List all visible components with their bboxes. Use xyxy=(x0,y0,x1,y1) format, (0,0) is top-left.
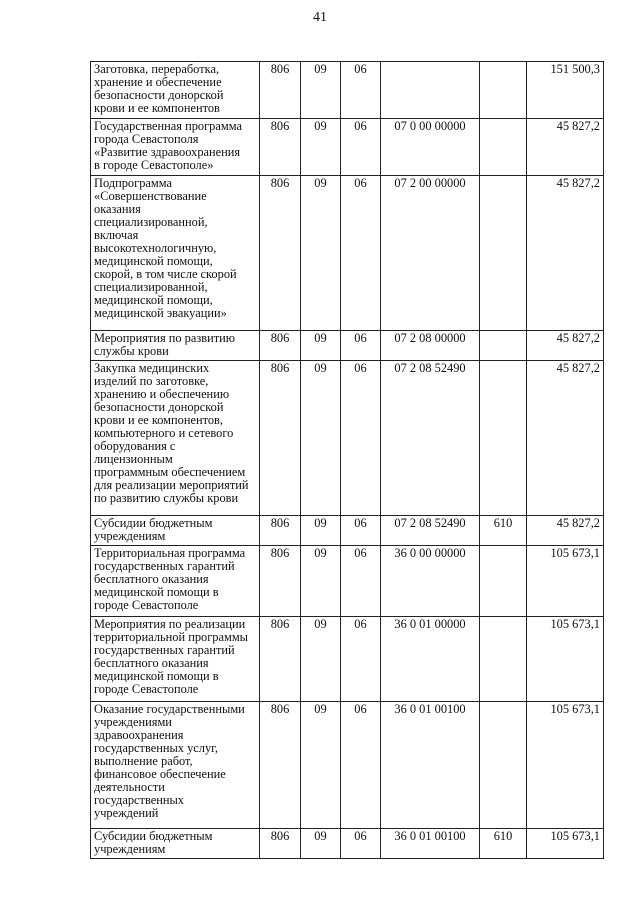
subsection-code-cell: 06 xyxy=(341,546,381,617)
row-name: Заготовка, переработка, хранение и обеспечение безопасности донорской крови и ее компонентов xyxy=(94,62,224,115)
amount-cell: 45 827,2 xyxy=(527,176,604,331)
row-name: Мероприятия по реализации территориальной программы государственных гарантий бесплатного оказания медицинской помощи в городе Севастополе xyxy=(94,617,249,696)
amount-cell: 105 673,1 xyxy=(527,617,604,702)
target-article-cell: 07 2 08 52490 xyxy=(381,361,480,516)
table-row xyxy=(91,361,604,516)
ministry-code-cell: 806 xyxy=(260,702,301,829)
expense-type-cell xyxy=(480,62,527,119)
section-code-cell: 09 xyxy=(301,829,341,859)
subsection-code-cell: 06 xyxy=(341,119,381,176)
row-name-cell xyxy=(91,702,260,829)
amount-cell: 105 673,1 xyxy=(527,702,604,829)
budget-table xyxy=(90,61,604,859)
row-name: Субсидии бюджетным учреждениям xyxy=(94,516,213,543)
ministry-code-cell: 806 xyxy=(260,331,301,361)
row-name-cell xyxy=(91,829,260,859)
subsection-code-cell: 06 xyxy=(341,516,381,546)
target-article-cell: 07 2 00 00000 xyxy=(381,176,480,331)
page-number: 41 xyxy=(313,10,327,25)
row-name: Закупка медицинских изделий по заготовке, хранению и обеспечению безопасности донорской крови и ее компонентов, компьютерного и сетевого оборудования с лицензионным программным обеспечением для реализации мероприятий по развитию службы крови xyxy=(94,361,249,505)
row-name-cell xyxy=(91,62,260,119)
subsection-code-cell: 06 xyxy=(341,331,381,361)
ministry-code-cell: 806 xyxy=(260,361,301,516)
subsection-code-cell: 06 xyxy=(341,617,381,702)
expense-type-cell xyxy=(480,119,527,176)
table-row xyxy=(91,546,604,617)
section-code-cell: 09 xyxy=(301,62,341,119)
target-article-cell: 36 0 01 00000 xyxy=(381,617,480,702)
section-code-cell: 09 xyxy=(301,546,341,617)
amount-cell: 45 827,2 xyxy=(527,361,604,516)
subsection-code-cell: 06 xyxy=(341,176,381,331)
row-name: Подпрограмма «Совершенствование оказания специализированной, включая высокотехнологичную, медицинской помощи, скорой, в том числе скорой специализированной, медицинской помощи, медицинской эвакуации» xyxy=(94,176,237,320)
table-row xyxy=(91,62,604,119)
expense-type-cell xyxy=(480,331,527,361)
target-article-cell: 36 0 00 00000 xyxy=(381,546,480,617)
expense-type-cell: 610 xyxy=(480,829,527,859)
amount-cell: 45 827,2 xyxy=(527,516,604,546)
row-name-cell xyxy=(91,361,260,516)
row-name-cell xyxy=(91,617,260,702)
target-article-cell: 07 2 08 52490 xyxy=(381,516,480,546)
section-code-cell: 09 xyxy=(301,176,341,331)
row-name-cell xyxy=(91,176,260,331)
subsection-code-cell: 06 xyxy=(341,361,381,516)
table-row xyxy=(91,829,604,859)
ministry-code-cell: 806 xyxy=(260,617,301,702)
expense-type-cell xyxy=(480,546,527,617)
expense-type-cell xyxy=(480,617,527,702)
table-row xyxy=(91,702,604,829)
ministry-code-cell: 806 xyxy=(260,546,301,617)
subsection-code-cell: 06 xyxy=(341,702,381,829)
target-article-cell: 07 2 08 00000 xyxy=(381,331,480,361)
ministry-code-cell: 806 xyxy=(260,176,301,331)
row-name-cell xyxy=(91,516,260,546)
expense-type-cell xyxy=(480,361,527,516)
target-article-cell: 36 0 01 00100 xyxy=(381,702,480,829)
amount-cell: 45 827,2 xyxy=(527,119,604,176)
ministry-code-cell: 806 xyxy=(260,62,301,119)
target-article-cell xyxy=(381,62,480,119)
row-name-cell xyxy=(91,546,260,617)
table-row xyxy=(91,331,604,361)
amount-cell: 105 673,1 xyxy=(527,829,604,859)
section-code-cell: 09 xyxy=(301,331,341,361)
expense-type-cell xyxy=(480,702,527,829)
row-name: Субсидии бюджетным учреждениям xyxy=(94,829,213,856)
subsection-code-cell: 06 xyxy=(341,829,381,859)
expense-type-cell: 610 xyxy=(480,516,527,546)
row-name-cell xyxy=(91,331,260,361)
section-code-cell: 09 xyxy=(301,361,341,516)
section-code-cell: 09 xyxy=(301,702,341,829)
ministry-code-cell: 806 xyxy=(260,516,301,546)
row-name-cell xyxy=(91,119,260,176)
table-row xyxy=(91,516,604,546)
subsection-code-cell: 06 xyxy=(341,62,381,119)
amount-cell: 105 673,1 xyxy=(527,546,604,617)
table-row xyxy=(91,176,604,331)
row-name: Оказание государственными учреждениями здравоохранения государственных услуг, выполнение работ, финансовое обеспечение деятельности государственных учреждений xyxy=(94,702,245,820)
row-name: Мероприятия по развитию службы крови xyxy=(94,331,236,358)
section-code-cell: 09 xyxy=(301,516,341,546)
target-article-cell: 36 0 01 00100 xyxy=(381,829,480,859)
section-code-cell: 09 xyxy=(301,119,341,176)
amount-cell: 45 827,2 xyxy=(527,331,604,361)
amount-cell: 151 500,3 xyxy=(527,62,604,119)
expense-type-cell xyxy=(480,176,527,331)
section-code-cell: 09 xyxy=(301,617,341,702)
row-name: Государственная программа города Севастополя «Развитие здравоохранения в городе Севастополе» xyxy=(94,119,242,172)
target-article-cell: 07 0 00 00000 xyxy=(381,119,480,176)
ministry-code-cell: 806 xyxy=(260,119,301,176)
ministry-code-cell: 806 xyxy=(260,829,301,859)
table-row xyxy=(91,119,604,176)
table-row xyxy=(91,617,604,702)
row-name: Территориальная программа государственных гарантий бесплатного оказания медицинской помощи в городе Севастополе xyxy=(94,546,246,612)
